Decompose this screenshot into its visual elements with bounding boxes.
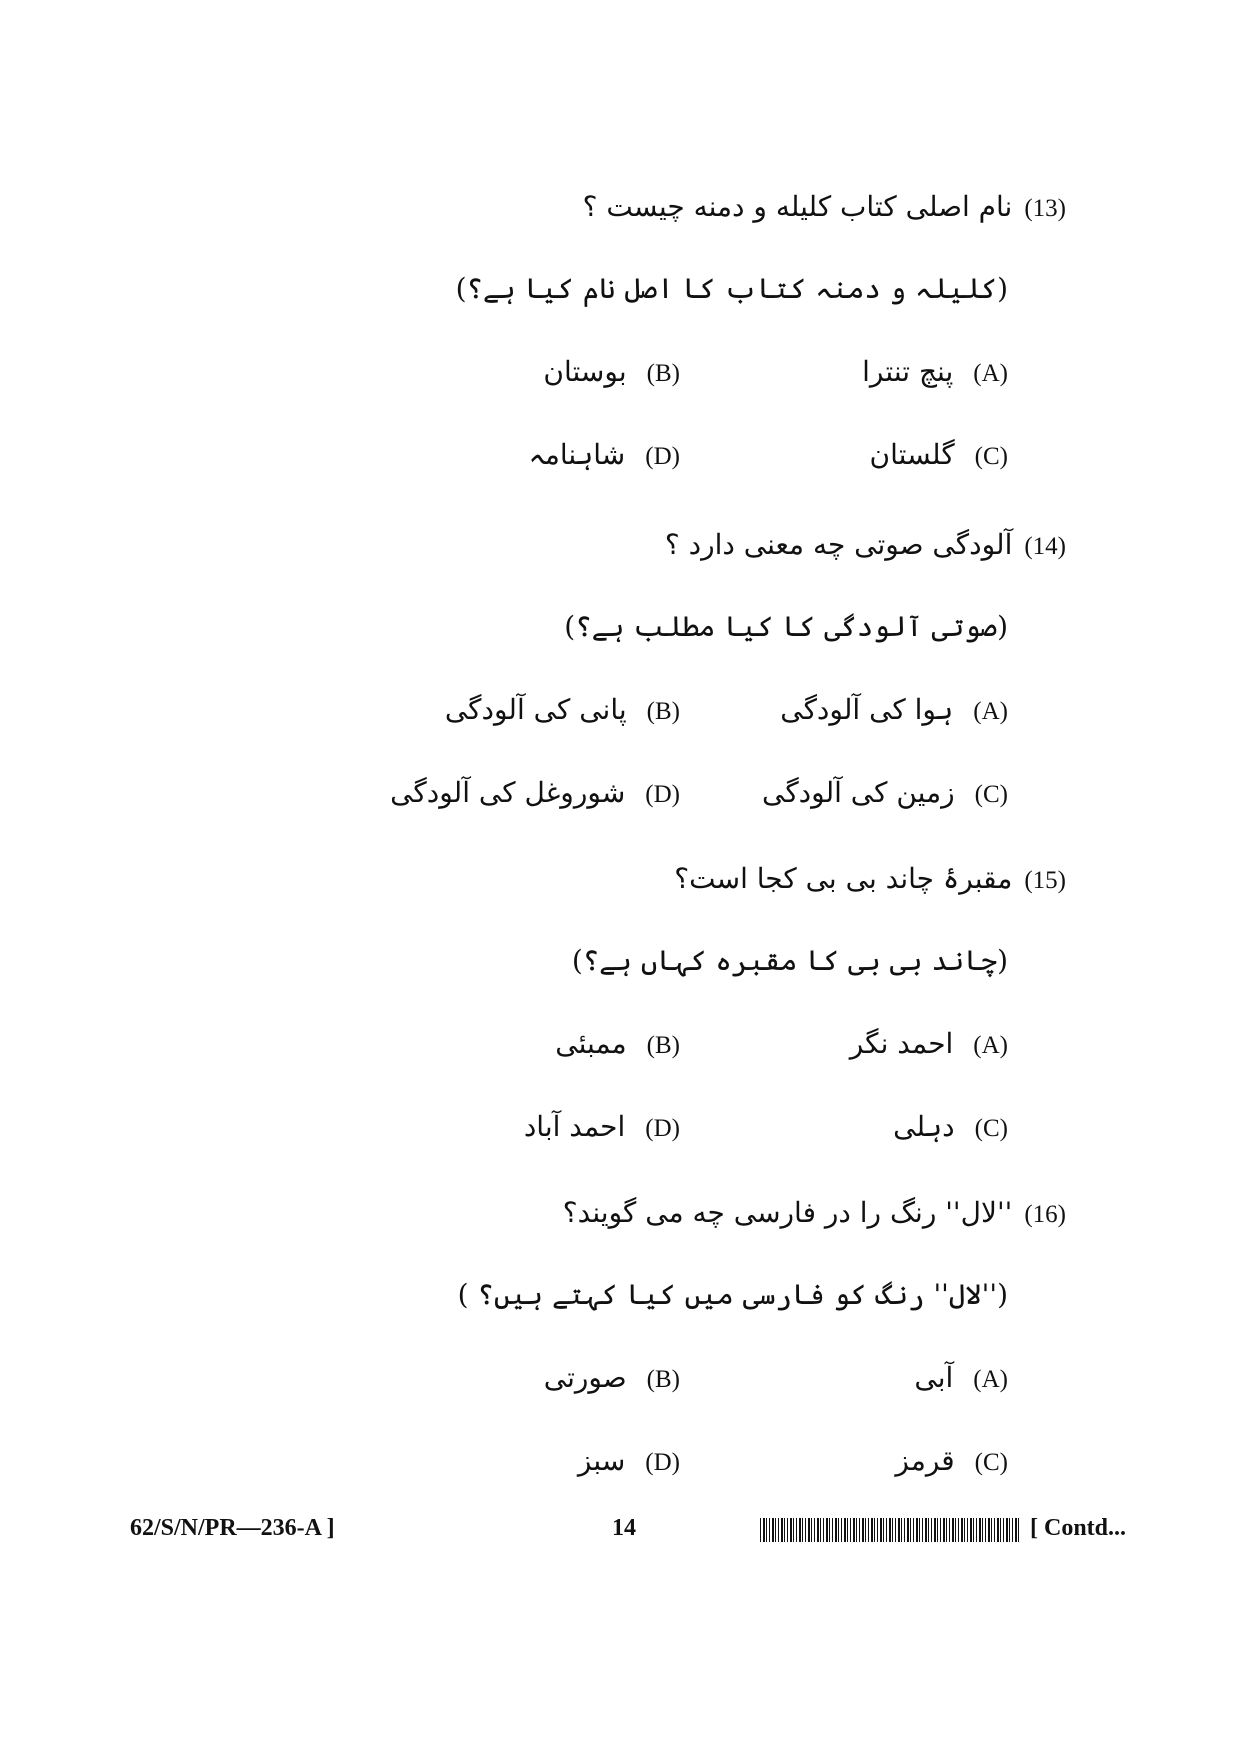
option-text: بوستان [543,355,627,388]
question-number: (16) [1024,1201,1066,1228]
barcode [760,1518,1020,1542]
question-16-translation: (''لال'' رنگ کو فارسی میں کیا کہتے ہیں؟ ) [457,1278,1008,1311]
option-label: (D) [645,1449,680,1476]
option-text: گلستان [869,438,955,471]
option-16-d [578,1444,680,1477]
option-label: (D) [645,1115,680,1142]
option-text: پانی کی آلودگی [444,693,627,726]
option-label: (D) [645,443,680,470]
option-14-b [445,693,680,726]
option-label: (C) [974,781,1008,808]
question-13-translation: (کلیلہ و دمنہ کتاب کا اصل نام کیا ہے؟) [455,272,1008,305]
question-number: (14) [1024,533,1066,560]
option-13-d [528,438,680,471]
option-14-d [390,776,680,809]
option-16-b [544,1361,680,1394]
contd-label: [ Contd... [1030,1515,1127,1541]
option-label: (B) [646,360,680,387]
question-text: نام اصلی کتاب کلیله و دمنه چیست ؟ [582,190,1013,223]
option-label: (B) [646,1032,680,1059]
question-15 [674,862,1066,895]
option-16-a [914,1361,1008,1394]
option-label: (C) [974,1449,1008,1476]
option-text: ممبئی [555,1027,627,1060]
question-text: مقبرۂ چاند بی بی کجا است؟ [674,862,1013,895]
option-14-a [780,693,1008,726]
option-text: قرمز [895,1444,955,1477]
option-label: (B) [646,1366,680,1393]
option-label: (B) [646,698,680,725]
question-13 [583,190,1066,223]
option-15-b [555,1027,680,1060]
paper-code: 62/S/N/PR—236-A ] [130,1515,335,1541]
option-13-c [870,438,1008,471]
option-label: (C) [974,1115,1008,1142]
option-text: شاہنامہ [528,438,626,471]
option-text: صورتی [543,1361,627,1394]
option-13-a [862,355,1008,388]
option-15-d [524,1110,680,1143]
question-14-translation: (صوتی آلودگی کا کیا مطلب ہے؟) [564,610,1008,643]
question-number: (13) [1024,195,1066,222]
option-label: (A) [973,698,1008,725]
option-text: دہلی [893,1110,955,1143]
page-number: 14 [612,1515,636,1541]
question-number: (15) [1024,867,1066,894]
question-15-translation: (چاند بی بی کا مقبرہ کہاں ہے؟) [571,944,1008,977]
option-15-c [893,1110,1008,1143]
option-text: شوروغل کی آلودگی [390,776,626,809]
option-label: (D) [645,781,680,808]
option-text: پنچ تنترا [862,355,954,388]
option-15-a [850,1027,1008,1060]
option-label: (A) [973,1032,1008,1059]
option-14-c [762,776,1008,809]
question-16 [563,1196,1066,1229]
option-label: (A) [973,1366,1008,1393]
option-text: آبی [914,1361,954,1394]
option-16-c [895,1444,1008,1477]
option-text: احمد نگر [849,1027,954,1060]
option-text: ہوا کی آلودگی [780,693,954,726]
question-14 [665,528,1066,561]
option-label: (A) [973,360,1008,387]
option-13-b [543,355,680,388]
question-text: آلودگی صوتی چه معنی دارد ؟ [664,528,1013,561]
option-text: سبز [577,1444,626,1477]
option-text: زمین کی آلودگی [761,776,955,809]
option-text: احمد آباد [523,1110,626,1143]
option-label: (C) [974,443,1008,470]
question-text: ''لال'' رنگ را در فارسی چه می گویند؟ [562,1196,1013,1229]
